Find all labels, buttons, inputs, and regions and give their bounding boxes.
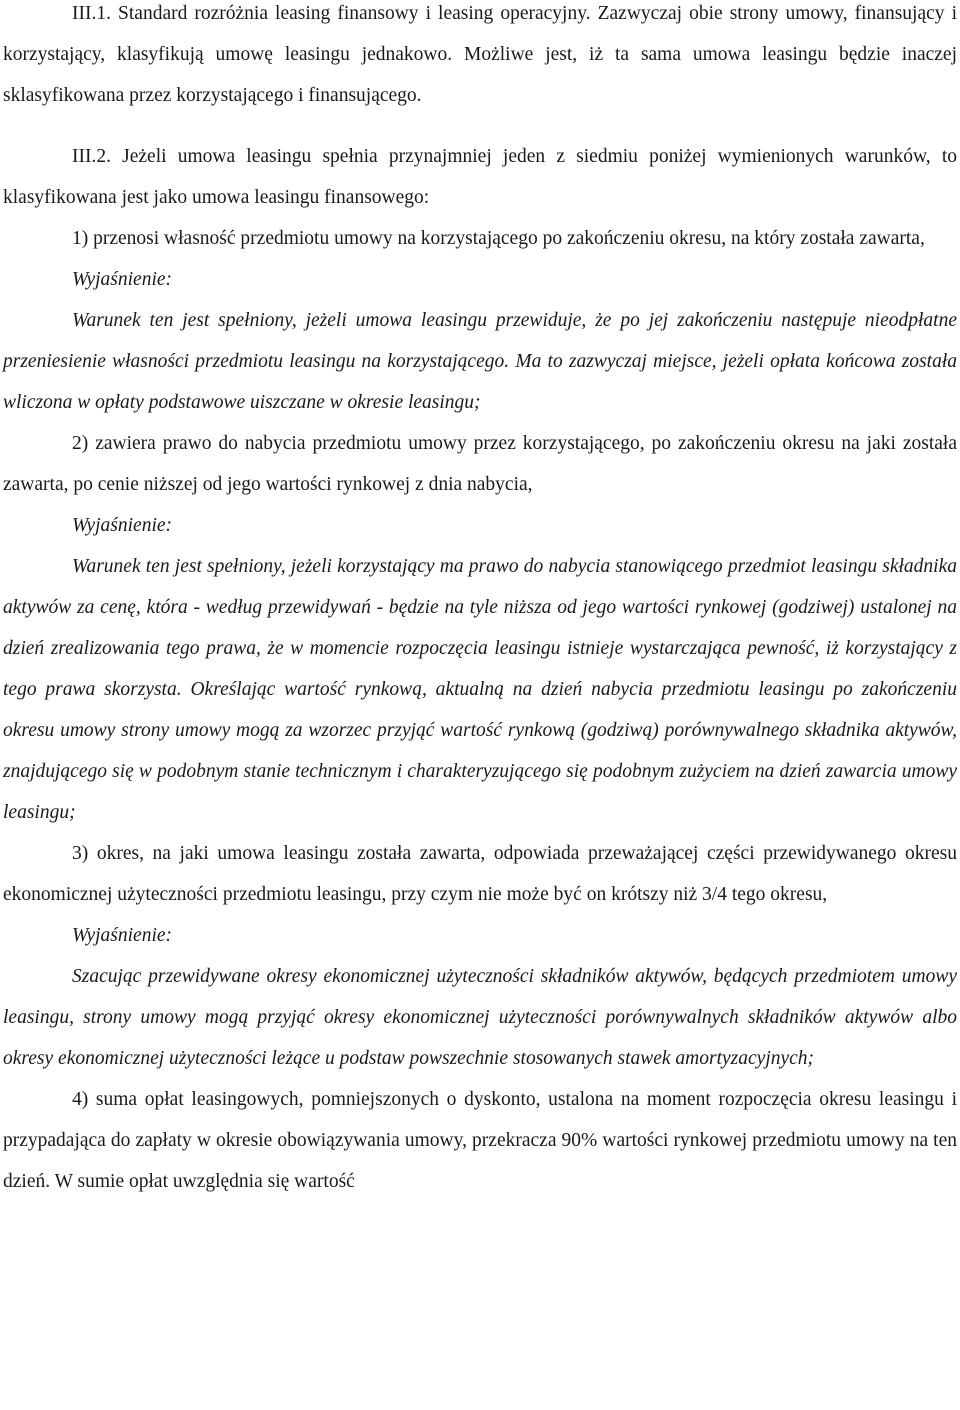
explanation-1: Warunek ten jest spełniony, jeżeli umowa leasingu przewiduje, że po jej zakończeniu następuje nieodpłatne przeniesienie własności przedmiotu leasingu na korzystającego. Ma to zazwyczaj miejsce, jeżeli opłata końcowa została wliczona w opłaty podstawowe uiszczane w okresie leasingu; <box>3 310 957 413</box>
explanation-2: Warunek ten jest spełniony, jeżeli korzystający ma prawo do nabycia stanowiącego przedmiot leasingu składnika aktywów za cenę, która - według przewidywań - będzie na tyle niższa od jego wartości rynkowej (godziwej) ustalonej na dzień zrealizowania tego prawa, że w momencie rozpoczęcia leasingu istnieje wystarczająca pewność, iż korzystający z tego prawa skorzysta. Określając wartość rynkową, aktualną na dzień nabycia przedmiotu leasingu po zakończeniu okresu umowy strony umowy mogą za wzorzec przyjąć wartość rynkową (godziwą) porównywalnego składnika aktywów, znajdującego się w podobnym stanie technicznym i charakteryzującego się podobnym zużyciem na dzień zawarcia umowy leasingu; <box>3 556 957 823</box>
explanation-label-3: Wyjaśnienie: <box>72 925 173 946</box>
condition-3: 3) okres, na jaki umowa leasingu została zawarta, odpowiada przeważającej części przewidywanego okresu ekonomicznej użyteczności przedmiotu leasingu, przy czym nie może być on krótszy niż 3/4 tego okresu, <box>3 843 957 905</box>
explanation-label-2: Wyjaśnienie: <box>72 515 173 536</box>
condition-1: 1) przenosi własność przedmiotu umowy na korzystającego po zakończeniu okresu, na który została zawarta, <box>72 228 925 249</box>
paragraph-iii-2: III.2. Jeżeli umowa leasingu spełnia przynajmniej jeden z siedmiu poniżej wymienionych warunków, to klasyfikowana jest jako umowa leasingu finansowego: <box>3 146 957 208</box>
explanation-3: Szacując przewidywane okresy ekonomicznej użyteczności składników aktywów, będących przedmiotem umowy leasingu, strony umowy mogą przyjąć okresy ekonomicznej użyteczności porównywalnych składników aktywów albo okresy ekonomicznej użyteczności leżące u podstaw powszechnie stosowanych stawek amortyzacyjnych; <box>3 966 957 1069</box>
condition-2: 2) zawiera prawo do nabycia przedmiotu umowy przez korzystającego, po zakończeniu okresu na jaki została zawarta, po cenie niższej od jego wartości rynkowej z dnia nabycia, <box>3 433 957 495</box>
paragraph-iii-1: III.1. Standard rozróżnia leasing finansowy i leasing operacyjny. Zazwyczaj obie strony umowy, finansujący i korzystający, klasyfikują umowę leasingu jednakowo. Możliwe jest, iż ta sama umowa leasingu będzie inaczej sklasyfikowana przez korzystającego i finansującego. <box>3 3 957 106</box>
explanation-label-1: Wyjaśnienie: <box>72 269 173 290</box>
condition-4: 4) suma opłat leasingowych, pomniejszonych o dyskonto, ustalona na moment rozpoczęcia okresu leasingu i przypadająca do zapłaty w okresie obowiązywania umowy, przekracza 90% wartości rynkowej przedmiotu umowy na ten dzień. W sumie opłat uwzględnia się wartość <box>3 1089 957 1192</box>
